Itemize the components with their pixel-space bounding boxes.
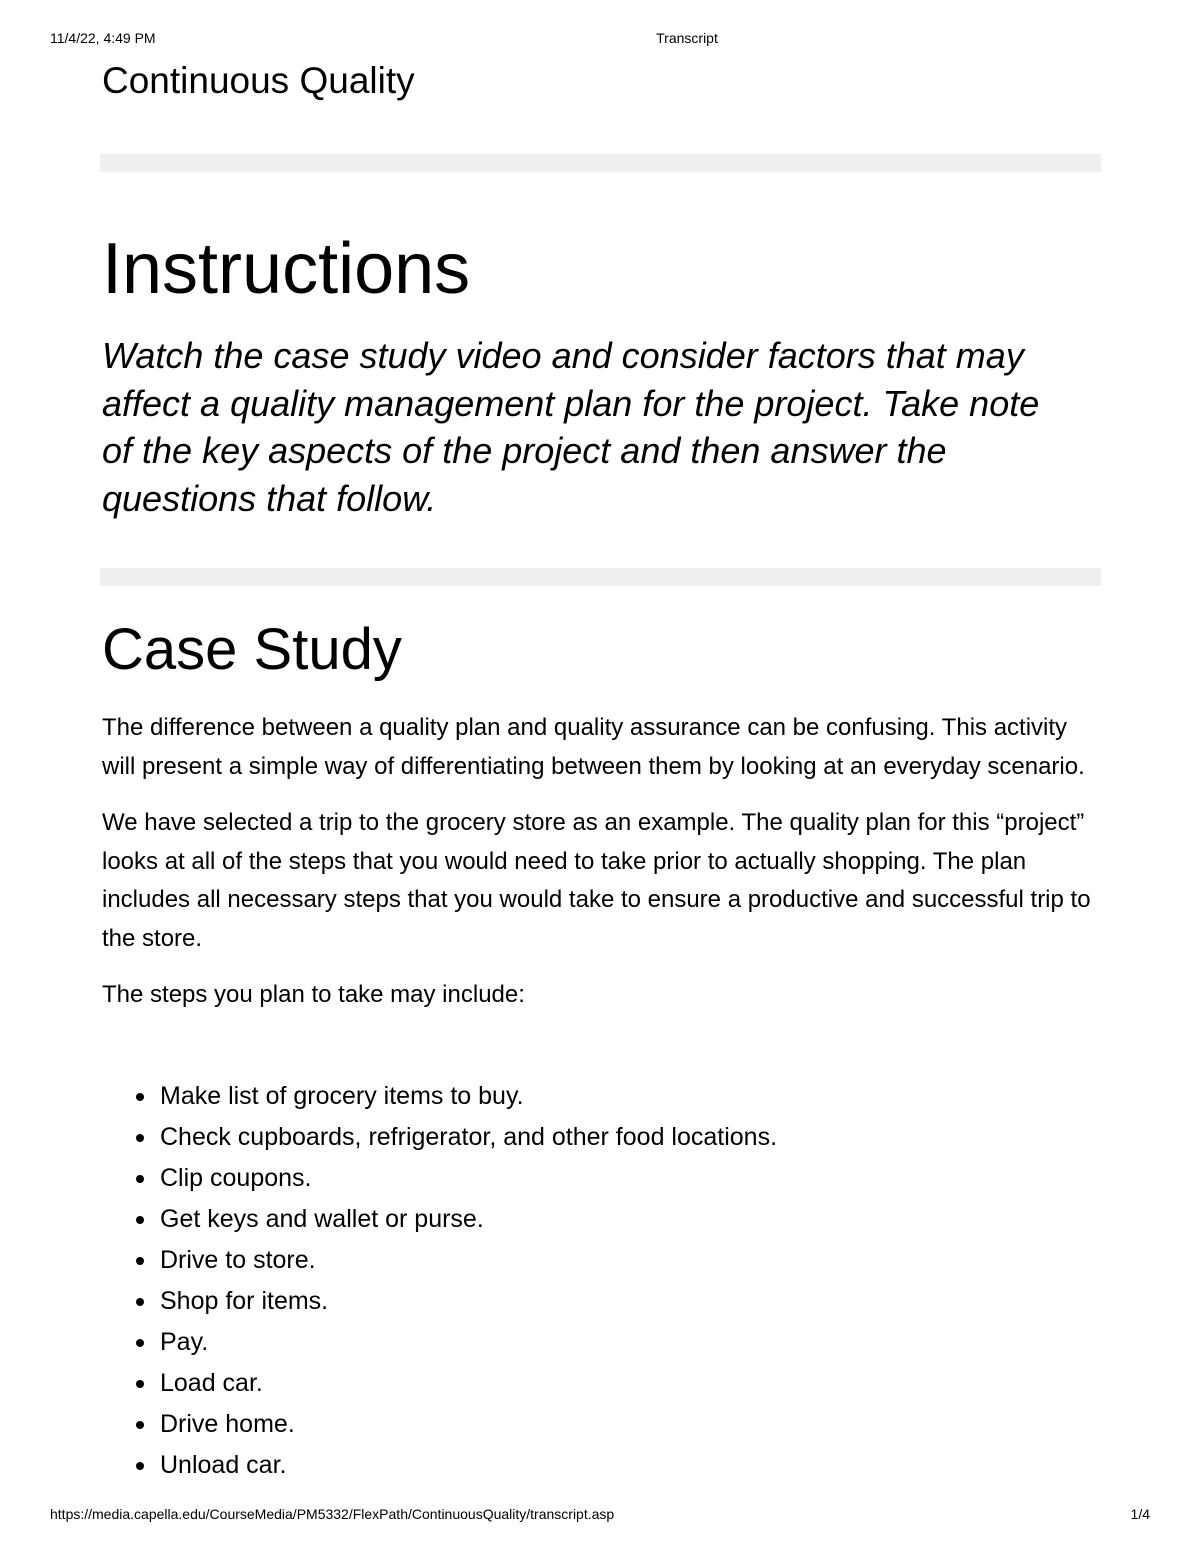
steps-list: [102, 1076, 777, 1486]
print-header: [0, 30, 1200, 50]
list-item: Drive home.: [160, 1404, 777, 1445]
instructions-heading: Instructions: [102, 229, 471, 309]
list-item: Drive to store.: [160, 1240, 777, 1281]
case-study-heading: Case Study: [102, 617, 402, 682]
case-study-paragraph: We have selected a trip to the grocery store as an example. The quality plan for this “project” looks at all of the steps that you would need to take prior to actually shopping. The plan includes all necessary steps that you would take to ensure a productive and successful trip to the store.: [102, 809, 1091, 952]
list-item: Unload car.: [160, 1445, 777, 1486]
instructions-text: Watch the case study video and consider factors that may affect a quality management plan for the project. Take note of the key aspects of the project and then answer the questions that follow.: [102, 335, 1040, 519]
case-study-body: [102, 709, 1102, 1033]
page-number: 1/4: [1130, 1506, 1150, 1522]
list-item: Pay.: [160, 1322, 777, 1363]
list-item: Make list of grocery items to buy.: [160, 1076, 777, 1117]
section-divider-middle: [100, 568, 1101, 586]
print-footer: [0, 1506, 1200, 1526]
print-datetime: 11/4/22, 4:49 PM: [50, 30, 156, 46]
print-url[interactable]: https://media.capella.edu/CourseMedia/PM5332/FlexPath/ContinuousQuality/transcript.asp: [50, 1506, 615, 1522]
list-item: Load car.: [160, 1363, 777, 1404]
list-item: Get keys and wallet or purse.: [160, 1199, 777, 1240]
section-divider-top: [100, 154, 1101, 172]
page-title: Continuous Quality: [102, 60, 415, 101]
case-study-paragraph: The difference between a quality plan and quality assurance can be confusing. This activity will present a simple way of differentiating between them by looking at an everyday scenario.: [102, 714, 1085, 780]
list-item: Check cupboards, refrigerator, and other food locations.: [160, 1117, 777, 1158]
case-study-paragraph: The steps you plan to take may include:: [102, 981, 525, 1008]
list-item: Clip coupons.: [160, 1158, 777, 1199]
list-item: Shop for items.: [160, 1281, 777, 1322]
page-content: [102, 56, 1102, 106]
print-doc-title: Transcript: [656, 30, 718, 46]
